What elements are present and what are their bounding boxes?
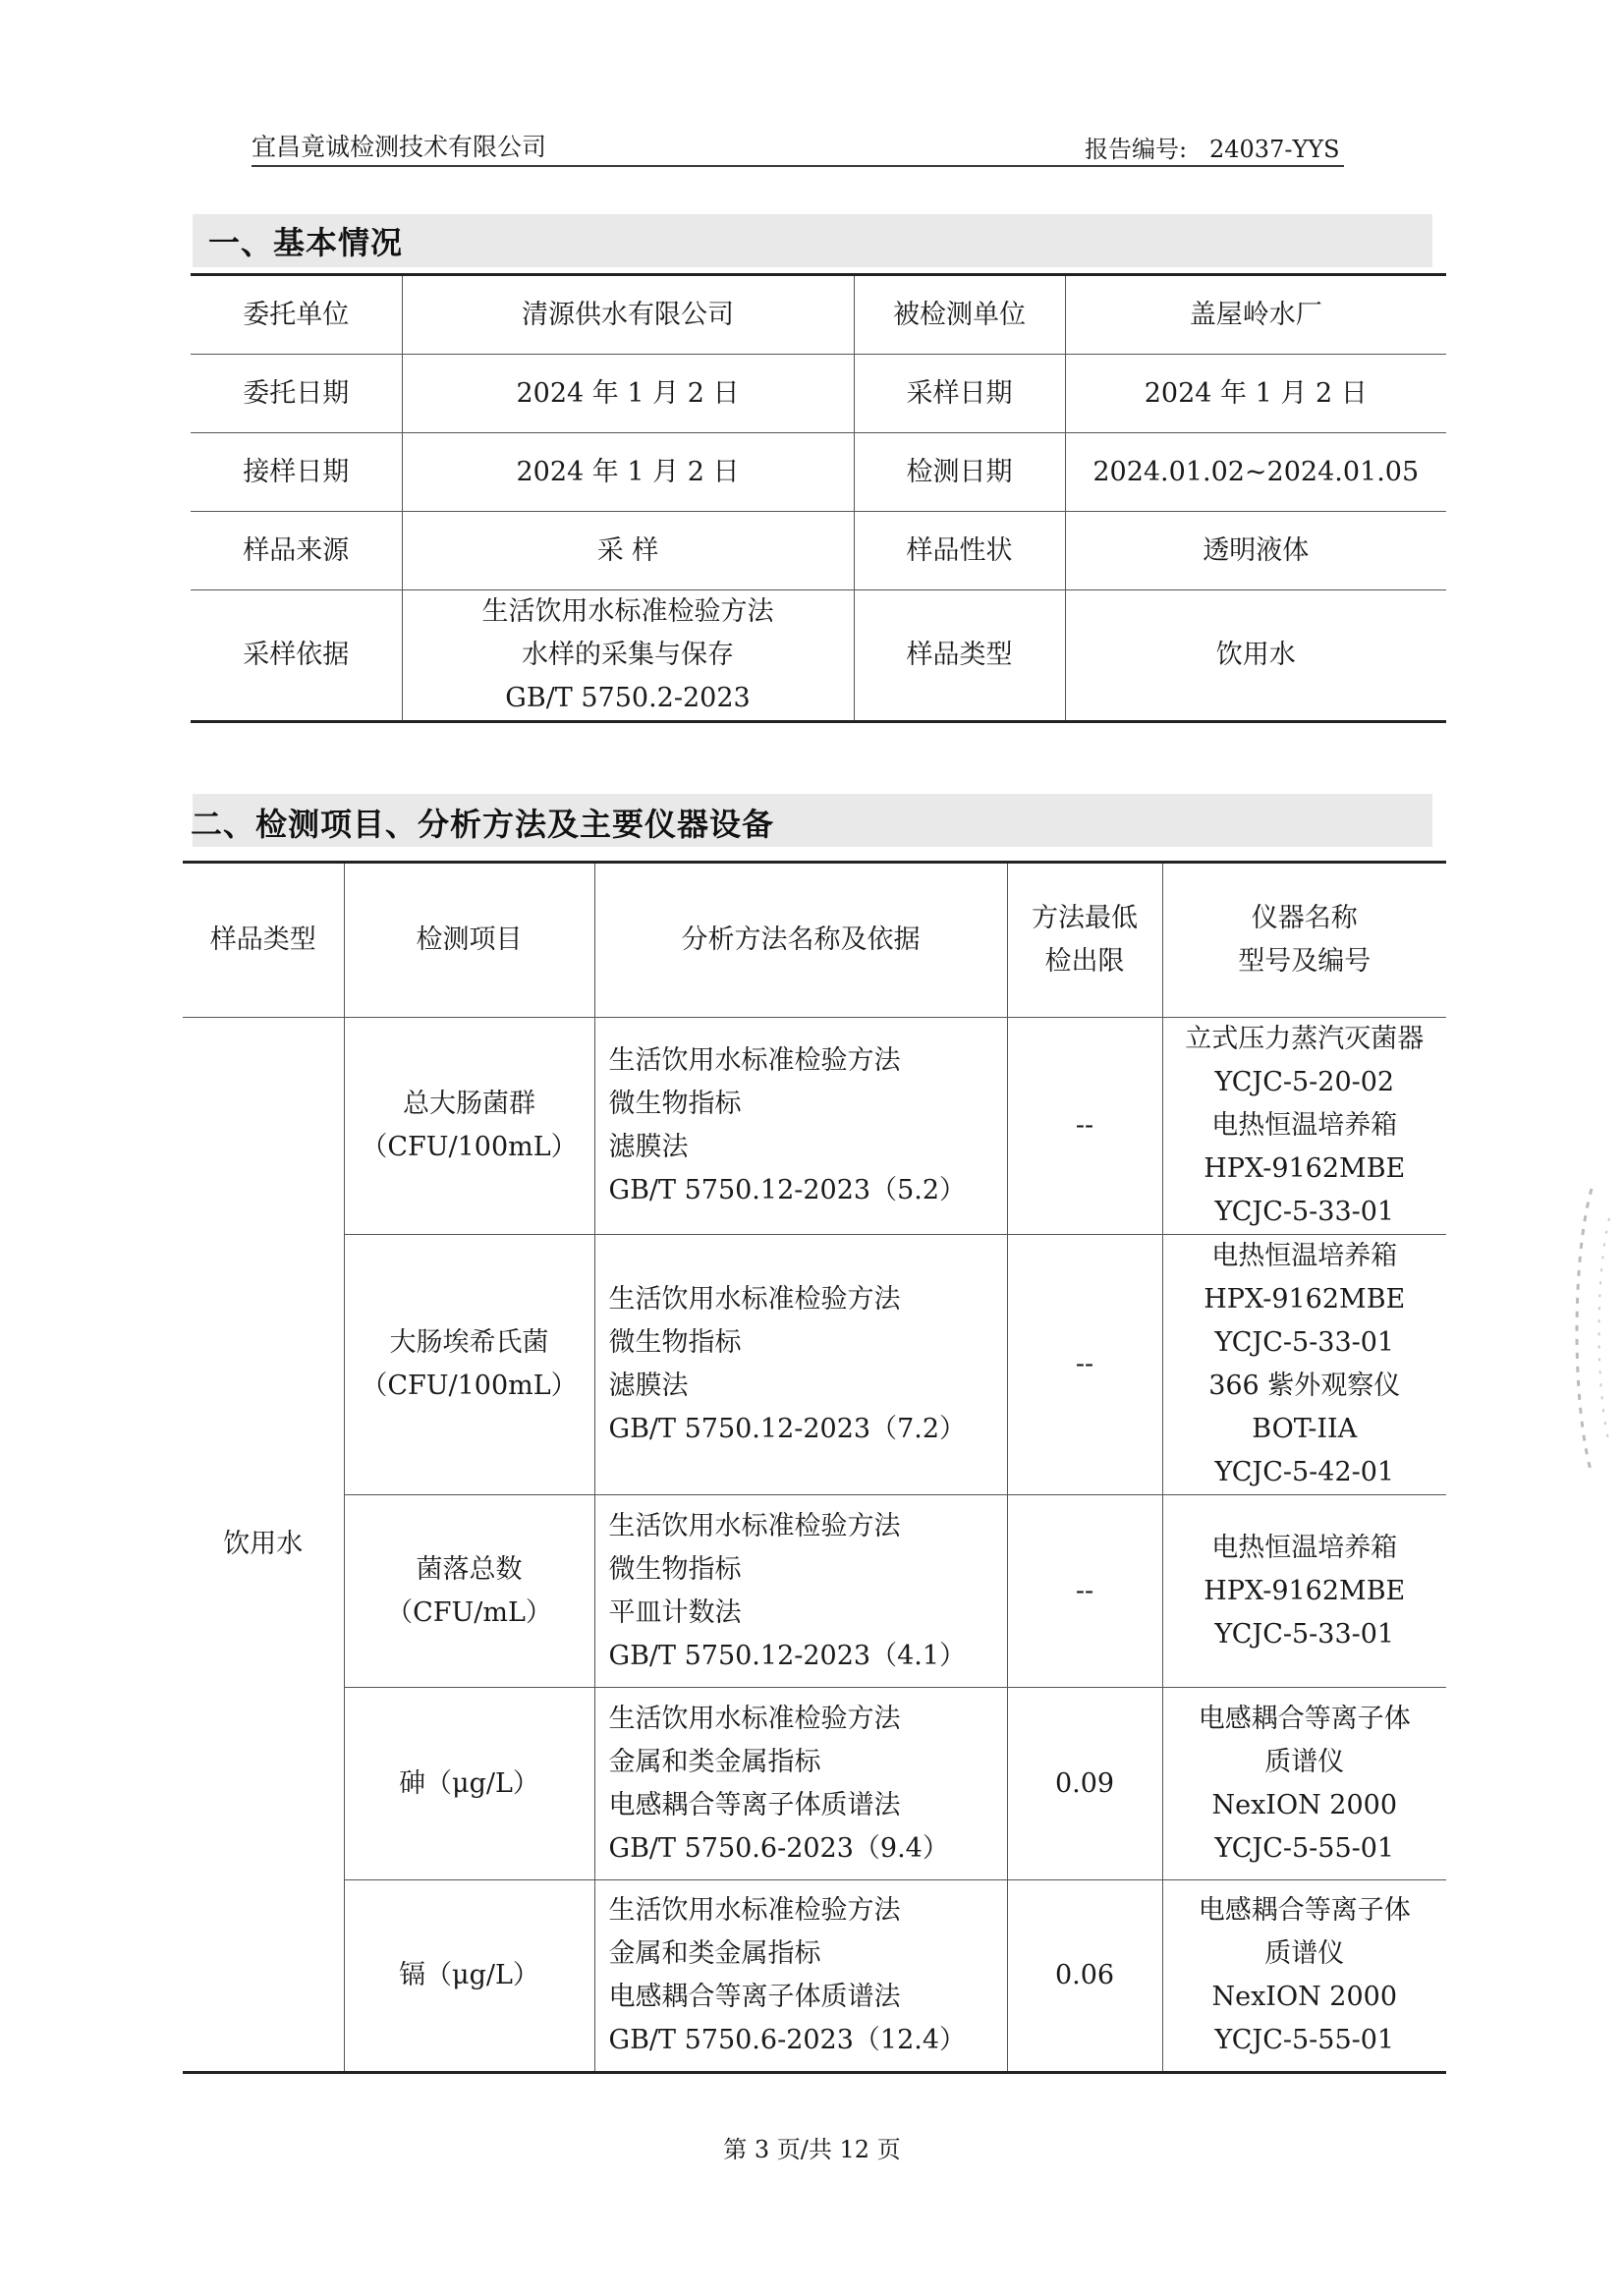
table-header-row [183, 863, 1446, 1018]
info-label-left: 接样日期 [191, 433, 402, 512]
table-row [183, 1495, 1446, 1688]
test-item-line: 总大肠菌群 [403, 1089, 535, 1119]
method-line: GB/T 5750.12-2023（5.2） [608, 1175, 967, 1205]
header-divider [252, 165, 1344, 167]
method-line: 微生物指标 [608, 1553, 742, 1585]
method-line: GB/T 5750.12-2023（4.1） [608, 1640, 967, 1671]
info-row [191, 433, 1446, 512]
instrument-line: YCJC-5-55-01 [1214, 2025, 1395, 2055]
instrument-line: 电热恒温培养箱 [1211, 1241, 1398, 1271]
report-number-label: 报告编号: [1085, 136, 1188, 163]
header-limit-line: 检出限 [1044, 946, 1125, 977]
page-number: 第 3 页/共 12 页 [723, 2136, 901, 2163]
info-value-left: 清源供水有限公司 [402, 275, 854, 355]
info-value-left: 2024 年 1 月 2 日 [402, 355, 854, 433]
detection-limit: 0.09 [1007, 1688, 1162, 1880]
instrument-line: YCJC-5-42-01 [1214, 1457, 1395, 1487]
sampling-basis-line: 生活饮用水标准检验方法 [481, 596, 774, 627]
header-instrument [1162, 863, 1446, 1018]
method-line: 金属和类金属指标 [608, 1746, 821, 1777]
info-label-right: 被检测单位 [854, 275, 1065, 355]
detection-limit: -- [1007, 1495, 1162, 1688]
instrument-line: BOT-IIA [1252, 1414, 1358, 1444]
test-item [344, 1018, 594, 1235]
company-name: 宜昌竟诚检测技术有限公司 [252, 133, 547, 161]
method-line: 平皿计数法 [608, 1596, 742, 1628]
detection-limit: -- [1007, 1018, 1162, 1235]
info-value-left: 2024 年 1 月 2 日 [402, 433, 854, 512]
instrument-line: YCJC-5-33-01 [1214, 1618, 1395, 1650]
info-row [191, 355, 1446, 433]
instrument-line: HPX-9162MBE [1204, 1284, 1406, 1315]
info-row [191, 512, 1446, 590]
method-line: GB/T 5750.12-2023（7.2） [608, 1414, 967, 1444]
test-item-line: 砷（μg/L） [399, 1767, 539, 1799]
sampling-basis-line: 水样的采集与保存 [522, 640, 734, 670]
instrument-line: NexION 2000 [1211, 1982, 1398, 2012]
table-row [183, 1018, 1446, 1235]
test-item-line: （CFU/100mL） [361, 1132, 578, 1162]
info-label-left: 样品来源 [191, 512, 402, 590]
test-item [344, 1495, 594, 1688]
info-label-right: 样品类型 [854, 590, 1065, 722]
method [594, 1235, 1007, 1495]
instrument-line: 366 紫外观察仪 [1208, 1371, 1401, 1401]
instrument-line: YCJC-5-33-01 [1214, 1327, 1395, 1358]
info-value-right: 2024 年 1 月 2 日 [1065, 355, 1446, 433]
info-label-left: 委托单位 [191, 275, 402, 355]
test-items-table [183, 861, 1446, 2074]
method-line: 微生物指标 [608, 1327, 742, 1358]
basic-info-table [191, 273, 1446, 723]
sampling-basis [402, 590, 854, 722]
method-line: 生活饮用水标准检验方法 [608, 1284, 901, 1315]
method-line: 滤膜法 [608, 1371, 689, 1401]
method-line: 金属和类金属指标 [608, 1938, 821, 1969]
instrument [1162, 1688, 1446, 1880]
test-item [344, 1880, 594, 2073]
test-item-line: 菌落总数 [416, 1553, 523, 1585]
instrument-line: YCJC-5-33-01 [1214, 1197, 1395, 1227]
table-row [183, 1688, 1446, 1880]
method-line: 电感耦合等离子体质谱法 [608, 1789, 901, 1820]
info-value-right: 2024.01.02~2024.01.05 [1065, 433, 1446, 512]
info-value-right: 盖屋岭水厂 [1065, 275, 1446, 355]
method-line: 电感耦合等离子体质谱法 [608, 1982, 901, 2012]
info-row [191, 590, 1446, 722]
detection-limit: -- [1007, 1235, 1162, 1495]
instrument [1162, 1495, 1446, 1688]
info-label-left: 采样依据 [191, 590, 402, 722]
detection-limit: 0.06 [1007, 1880, 1162, 2073]
method [594, 1018, 1007, 1235]
table-row [183, 1235, 1446, 1495]
instrument-line: YCJC-5-20-02 [1214, 1067, 1395, 1097]
method-line: 微生物指标 [608, 1089, 742, 1119]
test-item [344, 1688, 594, 1880]
instrument [1162, 1018, 1446, 1235]
method-line: GB/T 5750.6-2023（12.4） [608, 2025, 967, 2055]
instrument-line: 电热恒温培养箱 [1211, 1532, 1398, 1563]
instrument-line: 电感耦合等离子体 [1198, 1895, 1411, 1926]
method-line: 滤膜法 [608, 1132, 689, 1162]
info-row [191, 275, 1446, 355]
test-item [344, 1235, 594, 1495]
header-instrument-line: 仪器名称 [1251, 903, 1358, 933]
method-line: GB/T 5750.6-2023（9.4） [608, 1832, 949, 1864]
sampling-basis-line: GB/T 5750.2-2023 [505, 683, 751, 713]
method-line: 生活饮用水标准检验方法 [608, 1895, 901, 1926]
sample-type: 饮用水 [183, 1018, 344, 2073]
instrument-line: 质谱仪 [1264, 1938, 1345, 1969]
header-limit-line: 方法最低 [1032, 903, 1138, 933]
instrument-line: 立式压力蒸汽灭菌器 [1185, 1024, 1425, 1054]
header-method: 分析方法名称及依据 [594, 863, 1007, 1018]
test-item-line: （CFU/100mL） [361, 1371, 578, 1401]
method [594, 1880, 1007, 2073]
table-row [183, 1880, 1446, 2073]
info-label-right: 采样日期 [854, 355, 1065, 433]
report-number-value: 24037-YYS [1208, 136, 1340, 163]
info-value-left: 采 样 [402, 512, 854, 590]
method-line: 生活饮用水标准检验方法 [608, 1045, 901, 1076]
test-item-line: （CFU/mL） [386, 1596, 552, 1628]
instrument-line: 质谱仪 [1264, 1746, 1345, 1777]
test-item-line: 镉（μg/L） [399, 1960, 539, 1990]
instrument-line: HPX-9162MBE [1204, 1575, 1406, 1606]
header-item: 检测项目 [344, 863, 594, 1018]
method-line: 生活饮用水标准检验方法 [608, 1510, 901, 1541]
instrument-line: 电感耦合等离子体 [1198, 1703, 1411, 1734]
method [594, 1495, 1007, 1688]
instrument-line: NexION 2000 [1211, 1789, 1398, 1820]
section1-title: 一、基本情况 [208, 224, 404, 261]
info-label-right: 检测日期 [854, 433, 1065, 512]
instrument [1162, 1235, 1446, 1495]
report-number [1085, 130, 1340, 164]
instrument-line: YCJC-5-55-01 [1214, 1832, 1395, 1864]
seal-stamp [1572, 1179, 1624, 1483]
method-line: 生活饮用水标准检验方法 [608, 1703, 901, 1734]
instrument [1162, 1880, 1446, 2073]
test-item-line: 大肠埃希氏菌 [389, 1327, 549, 1358]
header-sample-type: 样品类型 [183, 863, 344, 1018]
info-value-right: 饮用水 [1065, 590, 1446, 722]
info-label-right: 样品性状 [854, 512, 1065, 590]
header-instrument-line: 型号及编号 [1238, 946, 1372, 977]
info-value-right: 透明液体 [1065, 512, 1446, 590]
section2-title: 二、检测项目、分析方法及主要仪器设备 [191, 806, 775, 843]
instrument-line: HPX-9162MBE [1204, 1153, 1406, 1184]
method [594, 1688, 1007, 1880]
instrument-line: 电热恒温培养箱 [1211, 1110, 1398, 1141]
info-label-left: 委托日期 [191, 355, 402, 433]
header-limit [1007, 863, 1162, 1018]
